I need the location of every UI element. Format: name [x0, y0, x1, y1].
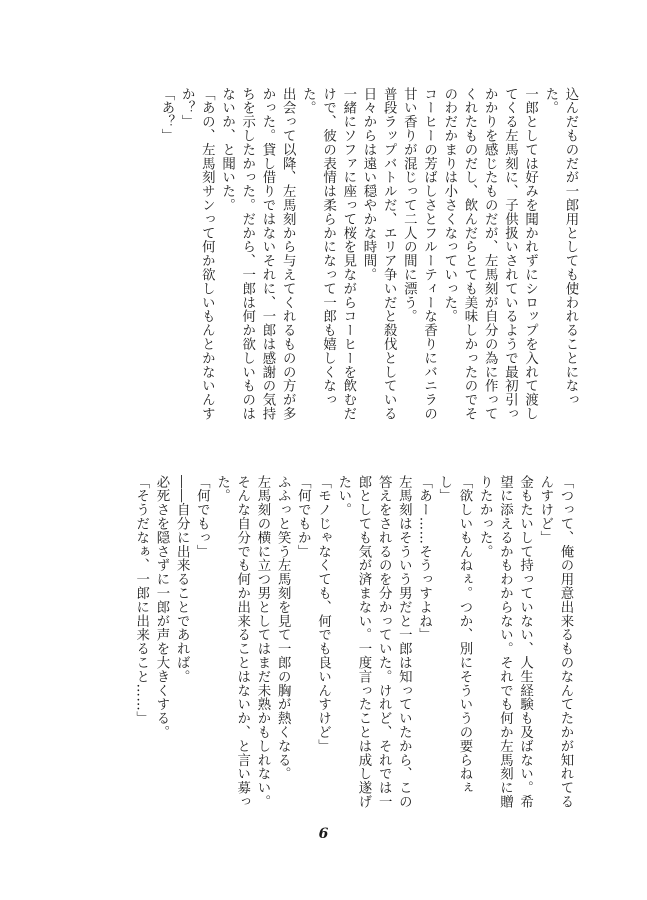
paragraph: ――自分に出来ることであれば。 [174, 475, 190, 684]
dialogue-line: 「何でもっ」 [194, 475, 210, 559]
paragraph: 金もたいして持っていない、人生経験も及ばない。希望に添えるかもわからない。それでも何か左馬刻に贈りたかった。 [477, 475, 533, 809]
upper-text-column [110, 87, 580, 423]
dialogue-line: 「そうだなぁ、一郎に出来ること……」 [133, 475, 149, 726]
dialogue-line: 「あの、左馬刻サンって何か欲しいもんとかないんすか？」 [179, 87, 215, 421]
paragraph: 出会って以降、左馬刻から与えてくれるものの方が多かった。貸し借りではないそれに、一郎は感謝の気持ちを示したかった。だから、一郎は何か欲しいものはないか、と聞いた。 [219, 87, 296, 421]
lower-text-column [105, 475, 575, 811]
dialogue-line: 「つって、俺の用意出来るものなんてたかが知れてるんすけど」 [537, 475, 573, 809]
dialogue-line: 「あ？」 [158, 87, 174, 143]
paragraph: 込んだものだが一郎用としても使われることになった。 [542, 87, 578, 407]
dialogue-line: 「何でもか」 [295, 475, 311, 559]
paragraph: 普段ラップバトルだ、エリア争いだと殺伐としている日々からは遠い穏やかな時間。 [360, 87, 397, 421]
paragraph: ふふっと笑う左馬刻を見て一郎の胸が熱くなる。 [275, 475, 291, 781]
paragraph: 一緒にソファに座って桜を見ながらコーヒーを飲むだけで、彼の表情は柔らかになって一郎も嬉しくなった。 [300, 87, 356, 421]
page-number: 6 [318, 826, 329, 842]
paragraph: コーヒーの芳ばしさとフルーティーな香りにバニラの甘い香りが混じって二人の間に漂う。 [401, 87, 437, 421]
paragraph: 必死さを隠さずに一郎が声を大きくする。 [153, 475, 169, 740]
paragraph: 左馬刻の横に立つ男としてはまだ未熟かもしれない。そんな自分でも何か出来ることはないか、と言い募った。 [214, 475, 270, 809]
paragraph: 左馬刻はそういう男だと一郎は知っていたから、この答えをされるのを分かっていた。けれど、それでは一郎としても気が済まない。一度言ったことは成し遂げたい。 [335, 475, 412, 809]
dialogue-line: 「あー……そうっすよね」 [416, 475, 432, 642]
dialogue-line: 「モノじゃなくても、何でも良いんすけど」 [315, 475, 331, 753]
paragraph: 一郎としては好みを聞かれずにシロップを入れて渡してくる左馬刻に、子供扱いされているようで最初引っかかりを感じたものだが、左馬刻が自分の為に作ってくれたものだし、飲んだらとても美味しかったのでそのわだかまりは小さくなっていった。 [441, 87, 538, 421]
dialogue-line: 「欲しいもんねぇ。つか、別にそういうの要らねぇし」 [436, 475, 472, 795]
